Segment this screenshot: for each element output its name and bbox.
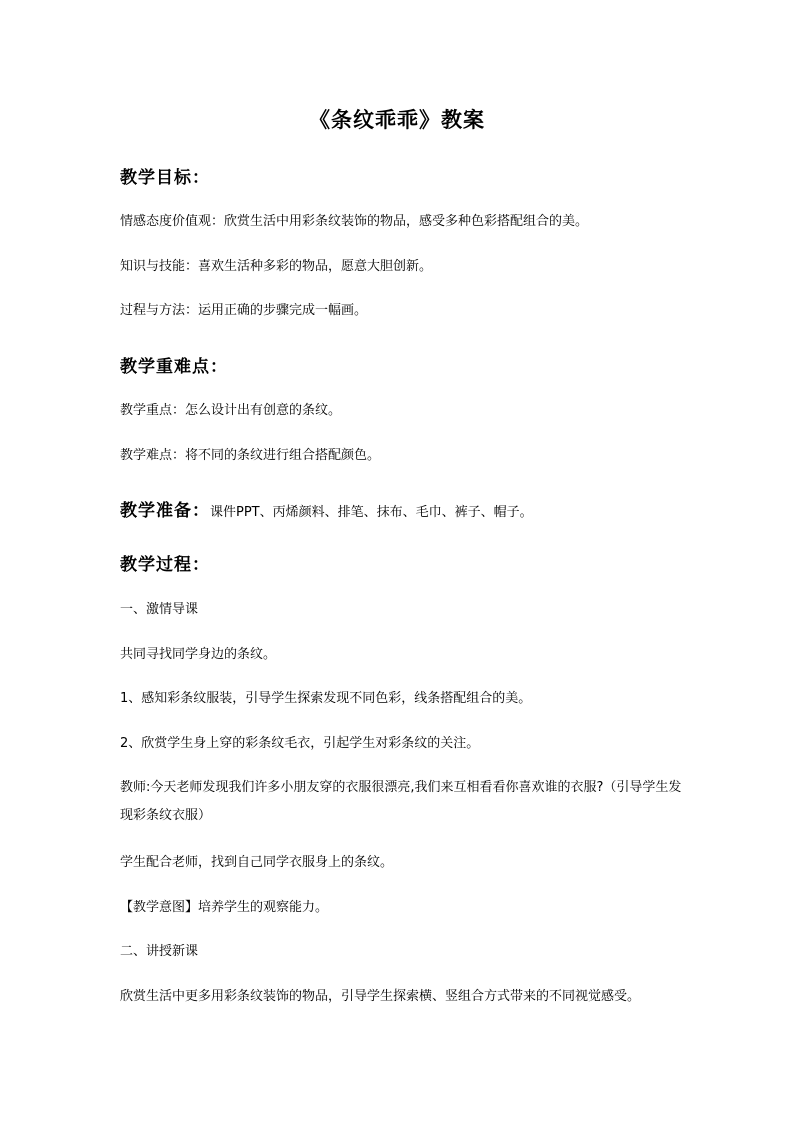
heading-preparation bbox=[120, 496, 533, 521]
key-point-difficulty: 教学难点：将不同的条纹进行组合搭配颜色。 bbox=[120, 448, 381, 463]
document-title: 《条纹乖乖》教案 bbox=[309, 107, 485, 132]
key-point-focus: 教学重点：怎么设计出有创意的条纹。 bbox=[120, 403, 342, 418]
heading-teaching-goals: 教学目标： bbox=[120, 168, 210, 188]
preparation-materials: 课件PPT、丙烯颜料、排笔、抹布、毛巾、裤子、帽子。 bbox=[210, 505, 533, 520]
heading-key-points: 教学重难点： bbox=[120, 357, 228, 377]
heading-teaching-process: 教学过程： bbox=[120, 555, 210, 575]
goal-attitude: 情感态度价值观：欣赏生活中用彩条纹装饰的物品，感受多种色彩搭配组合的美。 bbox=[120, 214, 589, 229]
goal-process: 过程与方法：运用正确的步骤完成一幅画。 bbox=[120, 303, 368, 318]
paragraph: 1、感知彩条纹服装，引导学生探索发现不同色彩，线条搭配组合的美。 bbox=[120, 691, 532, 706]
paragraph: 欣赏生活中更多用彩条纹装饰的物品，引导学生探索横、竖组合方式带来的不同视觉感受。 bbox=[120, 989, 641, 1004]
paragraph: 2、欣赏学生身上穿的彩条纹毛衣，引起学生对彩条纹的关注。 bbox=[120, 736, 480, 751]
goal-knowledge: 知识与技能：喜欢生活种多彩的物品，愿意大胆创新。 bbox=[120, 259, 433, 274]
part-two-title: 二、讲授新课 bbox=[120, 944, 199, 959]
teaching-intent: 【教学意图】培养学生的观察能力。 bbox=[120, 900, 329, 915]
teacher-dialogue: 教师:今天老师发现我们许多小朋友穿的衣服很漂亮,我们来互相看看你喜欢谁的衣服?（引导学生发现彩条纹衣服） bbox=[120, 780, 682, 823]
preparation-label: 教学准备： bbox=[120, 501, 210, 521]
paragraph: 学生配合老师，找到自己同学衣服身上的条纹。 bbox=[120, 855, 394, 870]
part-one-title: 一、激情导课 bbox=[120, 602, 199, 617]
paragraph: 共同寻找同学身边的条纹。 bbox=[120, 647, 277, 662]
